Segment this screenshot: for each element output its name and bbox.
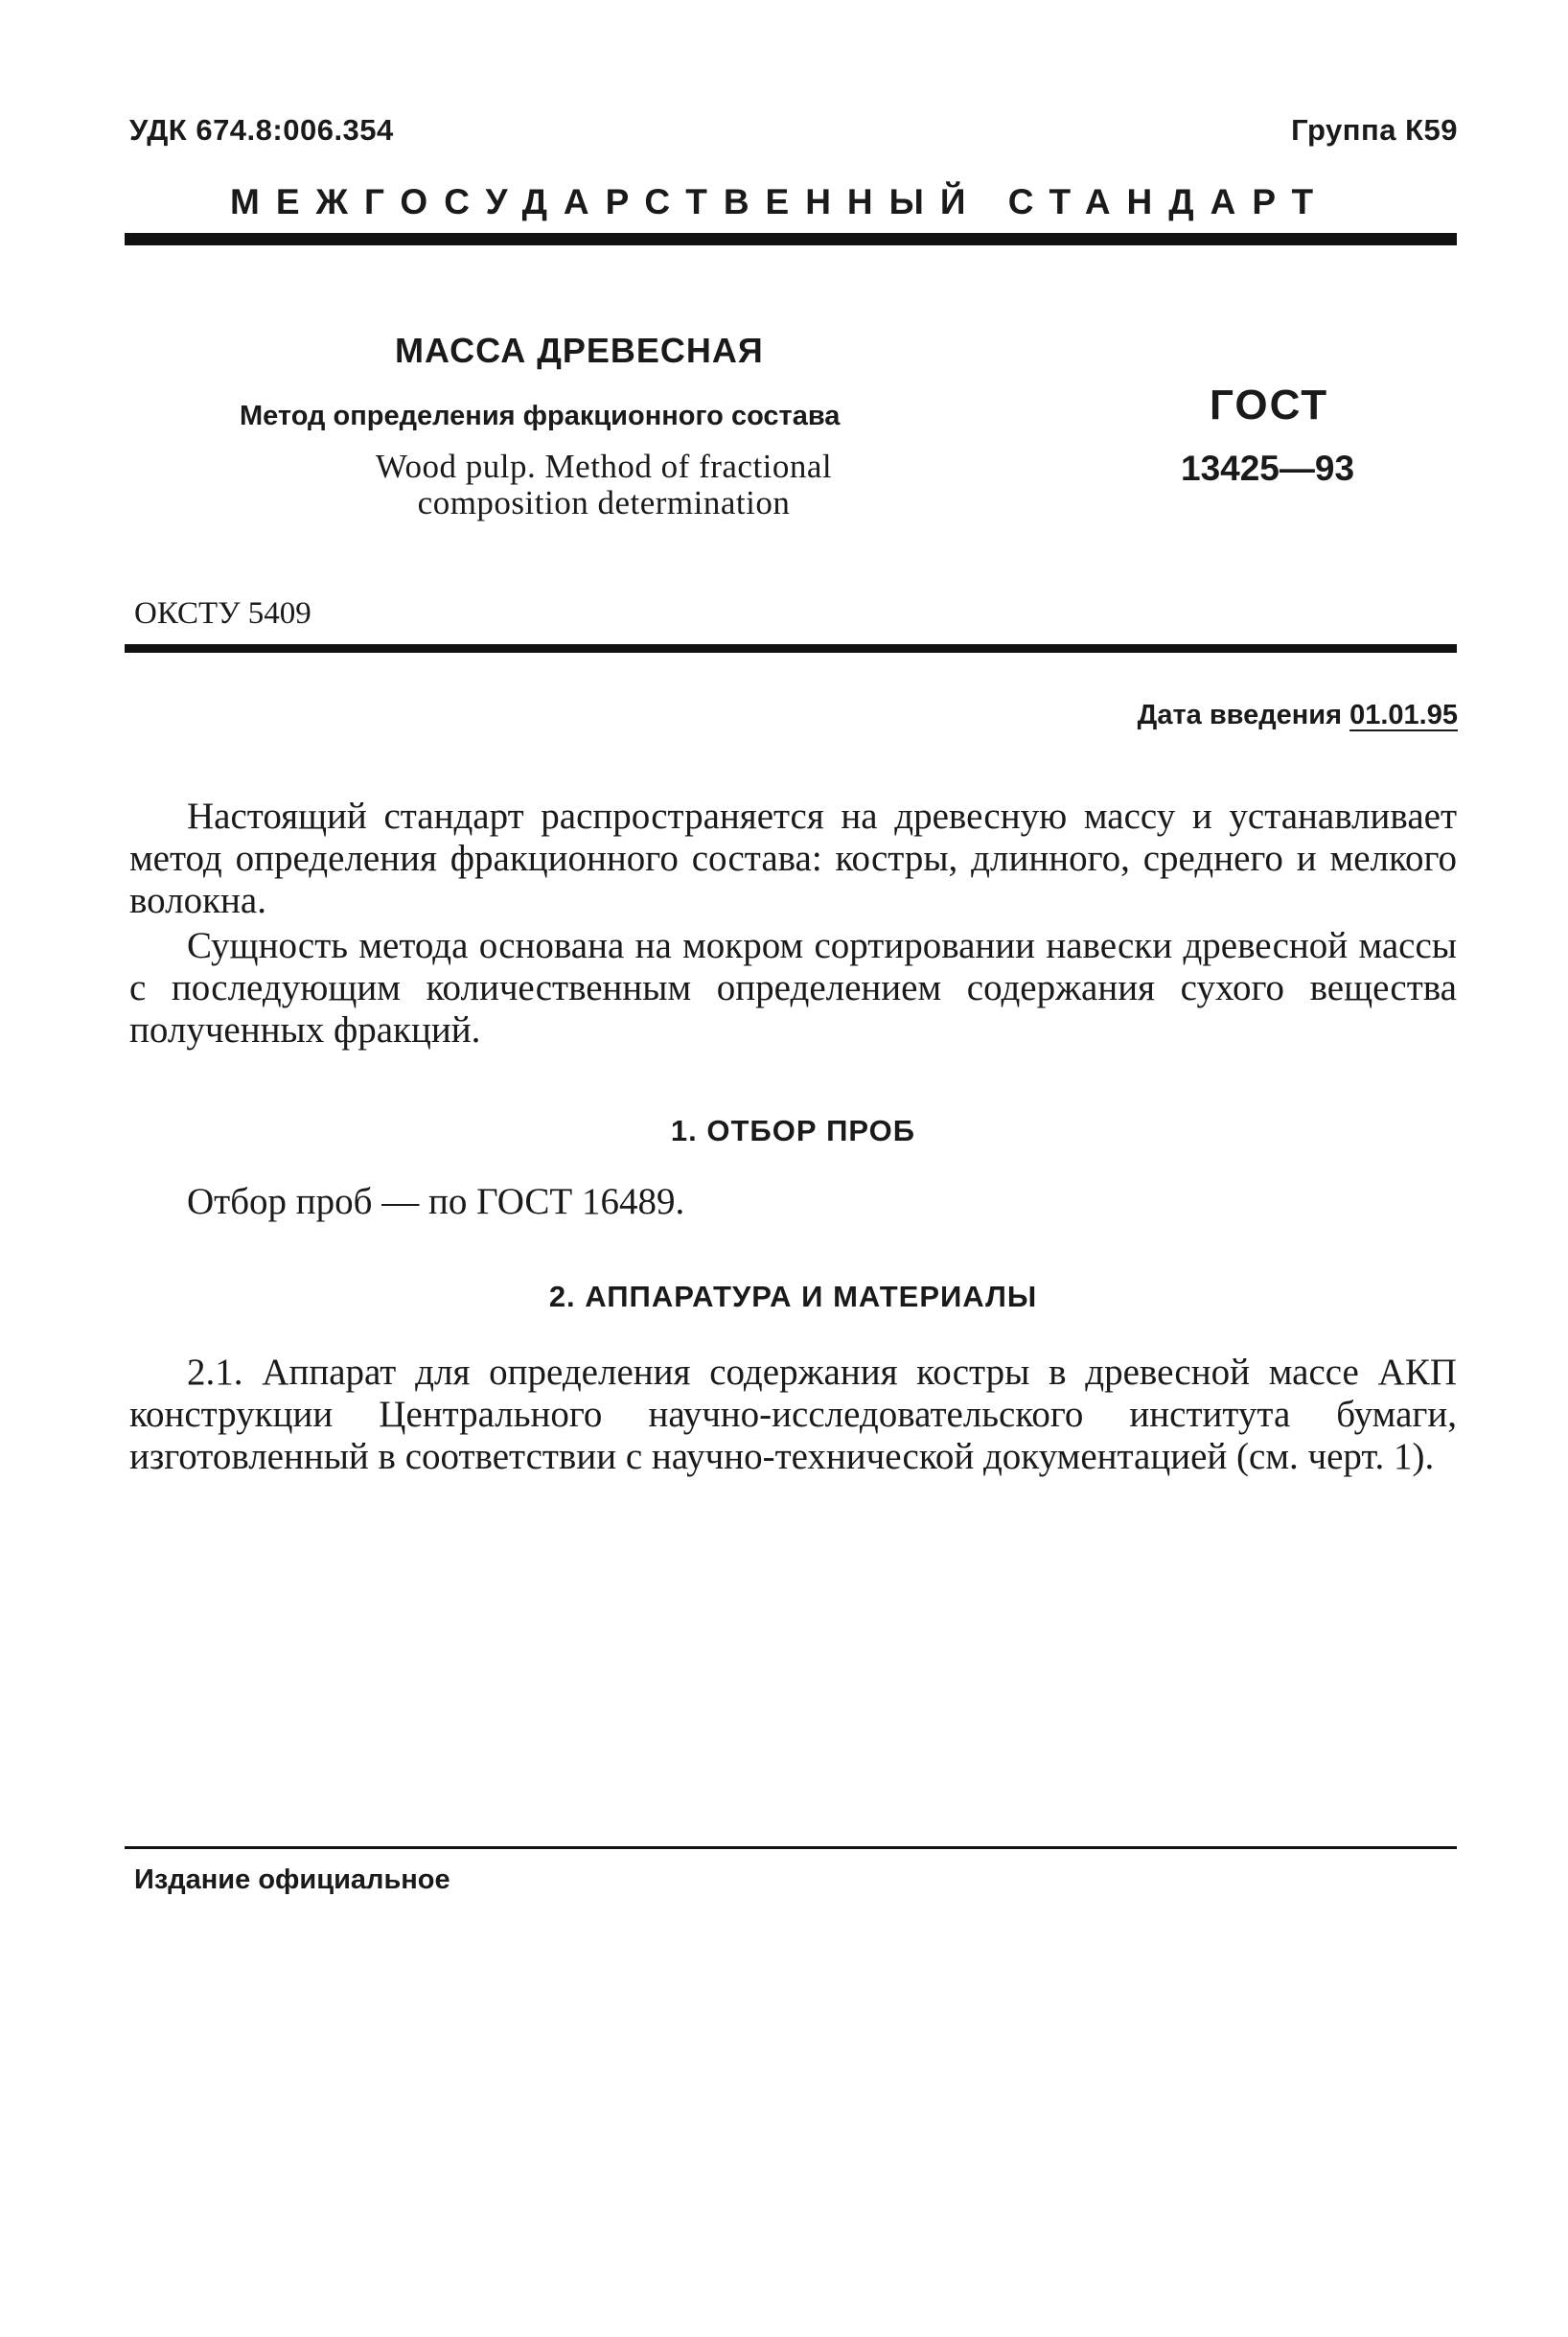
section-text: Отбор проб — по ГОСТ 16489. bbox=[187, 1181, 685, 1222]
scope-paragraph: Настоящий стандарт распространяется на древесную массу и устанавливает метод определения фракционного состава: костры, длинного, среднего и мелкого волокна. bbox=[129, 796, 1457, 921]
method-paragraph: Сущность метода основана на мокром сортировании навески древесной массы с последующим количественным определением содержания сухого вещества полученных фракций. bbox=[129, 925, 1457, 1051]
footer-rule bbox=[125, 1846, 1457, 1849]
english-title: Wood pulp. Method of fractional composition determination bbox=[375, 448, 833, 521]
udk-code: УДК 674.8:006.354 bbox=[129, 113, 394, 147]
section-text: 2.1. Аппарат для определения содержания костры в древесной массе АКП конструкции Центрального научно-исследовательского института бумаги, изготовленный в соответствии с научно-технической документацией (см. черт. 1). bbox=[129, 1352, 1457, 1477]
introduction-date bbox=[1138, 700, 1458, 731]
oksty-code: ОКСТУ 5409 bbox=[134, 596, 311, 631]
gost-number: 13425—93 bbox=[1181, 449, 1355, 488]
middle-rule bbox=[125, 644, 1457, 653]
section-heading: 1. ОТБОР ПРОБ bbox=[670, 1114, 916, 1147]
introduction-date-value: 01.01.95 bbox=[1349, 700, 1458, 730]
standard-type-heading: МЕЖГОСУДАРСТВЕННЫЙ СТАНДАРТ bbox=[230, 182, 1330, 221]
top-rule bbox=[125, 233, 1457, 245]
section-heading: 2. АППАРАТУРА И МАТЕРИАЛЫ bbox=[548, 1280, 1038, 1313]
document-subtitle: Метод определения фракционного состава bbox=[240, 401, 841, 431]
document-title: МАССА ДРЕВЕСНАЯ bbox=[395, 331, 764, 370]
group-code: Группа К59 bbox=[1291, 113, 1458, 147]
gost-label: ГОСТ bbox=[1210, 382, 1329, 428]
official-edition-note: Издание официальное bbox=[134, 1864, 450, 1895]
introduction-date-label: Дата введения bbox=[1137, 700, 1343, 730]
